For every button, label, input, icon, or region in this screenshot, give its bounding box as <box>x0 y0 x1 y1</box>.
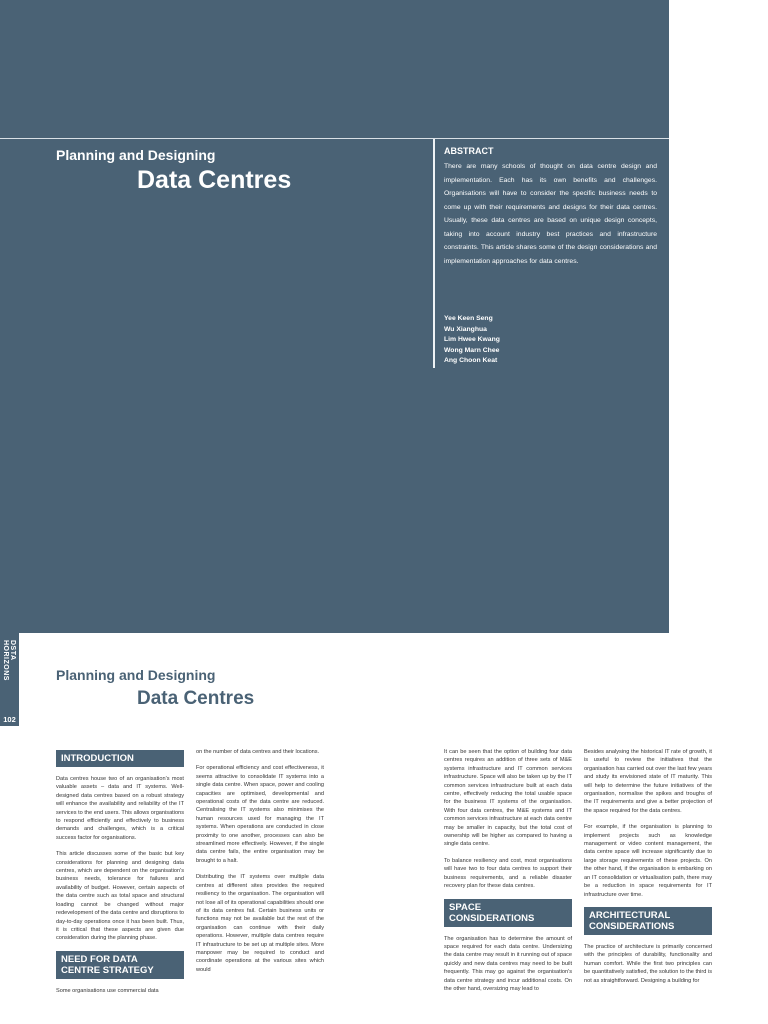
section-heading-architectural-considerations: ARCHITECTURAL CONSIDERATIONS <box>584 907 712 935</box>
article-column-4 <box>584 748 712 993</box>
section-heading-introduction: INTRODUCTION <box>56 750 184 767</box>
paragraph: Distributing the IT systems over multiple data centres at different sites provides the required resiliency to the organisation. The organisation will not lose all of its operational capabilities should one of its data centres fail. Certain business units or functions may not be available but the rest of the organisation can continue with their daily operations. However, multiple data centres require IT infrastructure to be set up at multiple sites. More manpower may be required to conduct and coordinate operations at the various sites which would <box>196 874 324 973</box>
cover-vertical-rule <box>433 139 435 368</box>
page-title: Data Centres <box>137 688 255 709</box>
author-name: Ang Choon Keat <box>444 357 498 365</box>
article-column-2 <box>196 748 324 982</box>
page-subtitle: Planning and Designing <box>56 667 216 683</box>
cover-title: Data Centres <box>137 166 292 194</box>
paragraph: Besides analysing the historical IT rate of growth, it is useful to review the initiatives that the organisation has carried out over the last few years and study its envisioned state of IT maturity. This will help to determine the future initiatives of the organisation, normalise the spikes and troughs of the IT requirements and give a better projection of the space required for the data centres. <box>584 749 712 814</box>
journal-side-label: DSTA HORIZONS <box>2 640 16 681</box>
article-column-1 <box>56 750 184 1003</box>
author-list <box>444 314 500 367</box>
article-column-3 <box>444 748 572 1001</box>
paragraph: Data centres house two of an organisation's most valuable assets – data and IT systems. Well-designed data centres based on a robust strategy will enhance the availability and reliability of the IT services to the end users. This allows organisations to respond efficiently and effectively to business demands and challenges, which is a critical success factor for organisations. <box>56 776 184 841</box>
section-heading-need-for-strategy: NEED FOR DATA CENTRE STRATEGY <box>56 951 184 979</box>
paragraph: The practice of architecture is primarily concerned with the principles of durability, functionality and human comfort. While the first two principles can be quantitatively satisfied, the solution to the third is not as straightforward. Designing a building for <box>584 943 712 984</box>
page-number: 102 <box>0 714 19 726</box>
author-name: Wong Marn Chee <box>444 346 500 354</box>
paragraph: This article discusses some of the basic but key considerations for planning and designing data centres, which are dependent on the organisation's business needs, tolerance for failures and availability of budget. However, certain aspects of the data centre such as total space and structural loading cannot be changed without major redevelopment of the data centre and disruptions to day-to-day operations once it has been built. Thus, it is critical that these aspects are given due consideration during the planning phase. <box>56 851 184 942</box>
author-name: Lim Hwee Kwang <box>444 336 500 344</box>
abstract-heading: ABSTRACT <box>444 146 494 156</box>
abstract-text: There are many schools of thought on data centre design and implementation. Each has its own benefits and challenges. Organisations will have to consider the specific business needs to come up with their requirements and designs for their data centres. Usually, these data centres are based on unique design concepts, taking into account industry best practices and infrastructure constraints. This article shares some of the design considerations and implementation approaches for data centres. <box>444 163 657 265</box>
paragraph: To balance resiliency and cost, most organisations will have two to four data centres to support their business requirements, and a reliable disaster recovery plan for these data centres. <box>444 857 572 890</box>
cover-subtitle: Planning and Designing <box>56 147 216 163</box>
paragraph: For operational efficiency and cost effectiveness, it seems attractive to consolidate IT systems into a single data centre. When space, power and cooling capacities are optimised, developmental and operational costs of the data centre are reduced. Centralising the IT systems also minimises the human resources used for managing the IT systems. When operations are conducted in close proximity to one another, processes can also be streamlined more effectively. However, if the single data centre fails, the entire organisation may be brought to a halt. <box>196 765 324 864</box>
author-name: Yee Keen Seng <box>444 315 493 322</box>
author-name: Wu Xianghua <box>444 325 487 333</box>
section-heading-space-considerations: SPACE CONSIDERATIONS <box>444 899 572 927</box>
paragraph: The organisation has to determine the amount of space required for each data centre. Undersizing the data centre may result in it running out of space quickly and new data centres may need to be built frequently. This may go against the organisation's data centre strategy and incur additional costs. On the other hand, oversizing may lead to <box>444 935 572 992</box>
cover-horizontal-rule <box>0 138 669 139</box>
paragraph: It can be seen that the option of building four data centres requires an addition of three sets of M&E systems infrastructure and IT common services infrastructure. Space will also be taken up by the IT common services infrastructure built at each data centre, effectively reducing the total usable space for the business IT systems of the organisation. With four data centres, the M&E systems and IT common services infrastructure at each data centre may be smaller in capacity, but the total cost of ownership will be higher as compared to having a single data centre. <box>444 749 572 848</box>
paragraph: on the number of data centres and their locations. <box>196 749 320 755</box>
paragraph: Some organisations use commercial data <box>56 987 159 994</box>
paragraph: For example, if the organisation is planning to implement projects such as knowledge management or video content management, the data centre space will increase significantly due to large storage requirements of these projects. On the other hand, if the organisation is embarking on an IT consolidation or virtualisation path, there may be a reduction in space requirements for IT infrastructure over time. <box>584 824 712 898</box>
